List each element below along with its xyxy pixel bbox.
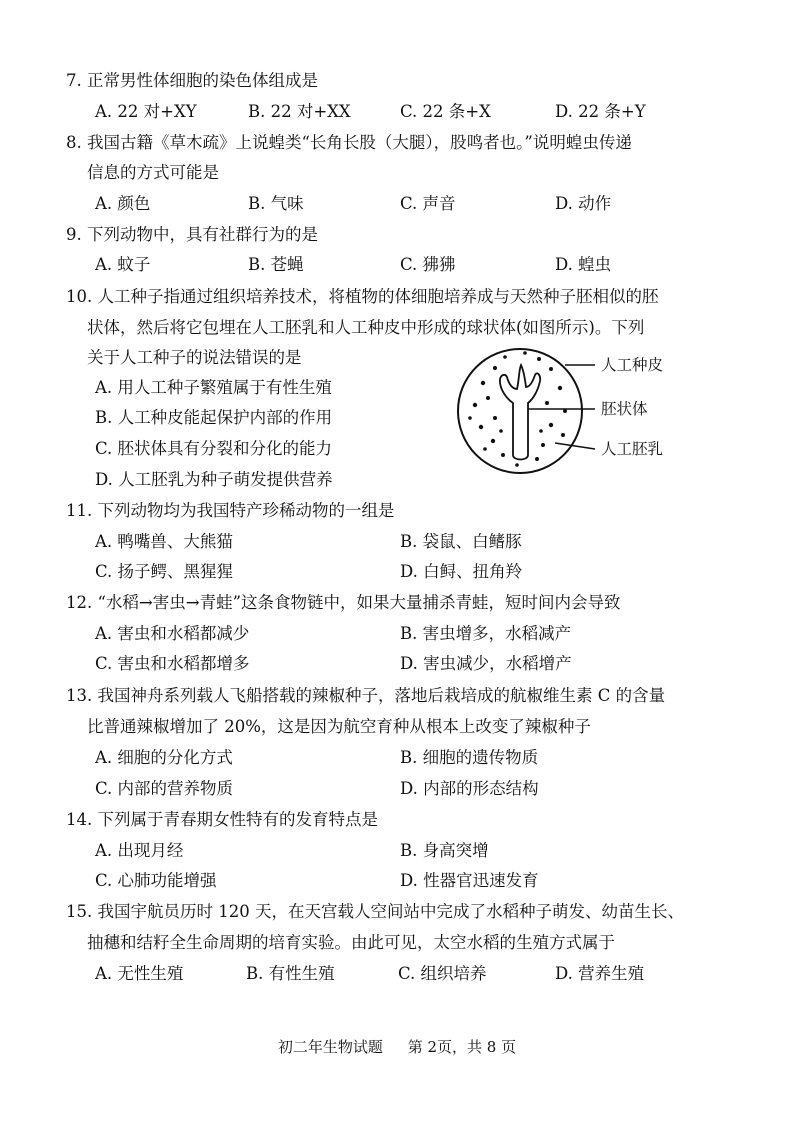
question-9: 9. 下列动物中，具有社群行为的是 bbox=[66, 225, 318, 244]
q12-option-a: A. 害虫和水稻都减少 bbox=[95, 624, 250, 643]
artificial-seed-figure bbox=[455, 343, 695, 483]
q15-option-d: D. 营养生殖 bbox=[555, 964, 645, 983]
label-embryoid: 胚状体 bbox=[601, 400, 648, 418]
footer-subject: 初二年生物试题 bbox=[277, 1038, 383, 1056]
q7-option-c: C. 22 条+X bbox=[400, 102, 491, 121]
label-endosperm: 人工胚乳 bbox=[601, 440, 664, 458]
q12-option-d: D. 害虫减少，水稻增产 bbox=[400, 654, 572, 673]
q13-option-d: D. 内部的形态结构 bbox=[400, 779, 539, 798]
q14-option-d: D. 性器官迅速发育 bbox=[400, 871, 539, 890]
q11-option-b: B. 袋鼠、白鳍豚 bbox=[400, 532, 522, 551]
label-seed-coat: 人工种皮 bbox=[601, 356, 664, 374]
q8-option-a: A. 颜色 bbox=[95, 194, 151, 213]
question-15-line1: 15. 我国宇航员历时 120 天，在天宫载人空间站中完成了水稻种子萌发、幼苗生长、 bbox=[66, 902, 684, 921]
q9-option-c: C. 狒狒 bbox=[400, 255, 456, 274]
q10-option-a: A. 用人工种子繁殖属于有性生殖 bbox=[95, 378, 332, 397]
question-7: 7. 正常男性体细胞的染色体组成是 bbox=[66, 71, 318, 90]
q11-option-a: A. 鸭嘴兽、大熊猫 bbox=[95, 532, 233, 551]
q10-option-c: C. 胚状体具有分裂和分化的能力 bbox=[95, 439, 333, 458]
question-10-line1: 10. 人工种子指通过组织培养技术，将植物的体细胞培养成与天然种子胚相似的胚 bbox=[66, 287, 659, 306]
q11-option-d: D. 白鲟、扭角羚 bbox=[400, 562, 523, 581]
question-14: 14. 下列属于青春期女性特有的发育特点是 bbox=[66, 810, 378, 829]
question-8-line2: 信息的方式可能是 bbox=[87, 163, 219, 182]
q14-option-c: C. 心肺功能增强 bbox=[95, 871, 217, 890]
question-12: 12. “水稻→害虫→青蛙”这条食物链中，如果大量捕杀青蛙，短时间内会导致 bbox=[66, 593, 621, 612]
embryoid-shape bbox=[500, 365, 540, 460]
q15-option-b: B. 有性生殖 bbox=[246, 964, 335, 983]
endosperm-leader bbox=[555, 443, 595, 449]
q10-option-b: B. 人工种皮能起保护内部的作用 bbox=[95, 408, 333, 427]
q8-option-c: C. 声音 bbox=[400, 194, 456, 213]
q13-option-b: B. 细胞的遗传物质 bbox=[400, 748, 539, 767]
q11-option-c: C. 扬子鳄、黑猩猩 bbox=[95, 562, 234, 581]
q7-option-b: B. 22 对+XX bbox=[248, 102, 351, 121]
q9-option-a: A. 蚊子 bbox=[95, 255, 151, 274]
q12-option-c: C. 害虫和水稻都增多 bbox=[95, 654, 250, 673]
q15-option-c: C. 组织培养 bbox=[398, 964, 487, 983]
q9-option-d: D. 蝗虫 bbox=[555, 255, 612, 274]
q13-option-a: A. 细胞的分化方式 bbox=[95, 748, 233, 767]
question-15-line2: 抽穗和结籽全生命周期的培育实验。由此可见，太空水稻的生殖方式属于 bbox=[87, 933, 615, 952]
question-10-line3: 关于人工种子的说法错误的是 bbox=[87, 348, 302, 367]
q12-option-b: B. 害虫增多，水稻减产 bbox=[400, 624, 572, 643]
q8-option-d: D. 动作 bbox=[555, 194, 612, 213]
question-11: 11. 下列动物均为我国特产珍稀动物的一组是 bbox=[66, 501, 395, 520]
q13-option-c: C. 内部的营养物质 bbox=[95, 779, 234, 798]
q14-option-a: A. 出现月经 bbox=[95, 841, 184, 860]
page-footer bbox=[0, 1037, 794, 1057]
q7-option-a: A. 22 对+XY bbox=[95, 102, 197, 121]
q10-option-d: D. 人工胚乳为种子萌发提供营养 bbox=[95, 470, 333, 489]
q15-option-a: A. 无性生殖 bbox=[95, 964, 184, 983]
question-8-line1: 8. 我国古籍《草木疏》上说蝗类“长角长股（大腿），股鸣者也。”说明蝗虫传递 bbox=[66, 133, 632, 152]
q7-option-d: D. 22 条+Y bbox=[555, 102, 646, 121]
q14-option-b: B. 身高突增 bbox=[400, 841, 489, 860]
question-13-line1: 13. 我国神舟系列载人飞船搭载的辣椒种子，落地后栽培成的航椒维生素 C 的含量 bbox=[66, 686, 666, 705]
question-10-line2: 状体，然后将它包埋在人工胚乳和人工种皮中形成的球状体(如图所示)。下列 bbox=[87, 318, 645, 337]
q8-option-b: B. 气味 bbox=[248, 194, 304, 213]
q9-option-b: B. 苍蝇 bbox=[248, 255, 304, 274]
question-13-line2: 比普通辣椒增加了 20%，这是因为航空育种从根本上改变了辣椒种子 bbox=[87, 717, 591, 736]
footer-page-number: 第 2页，共 8 页 bbox=[407, 1038, 517, 1056]
